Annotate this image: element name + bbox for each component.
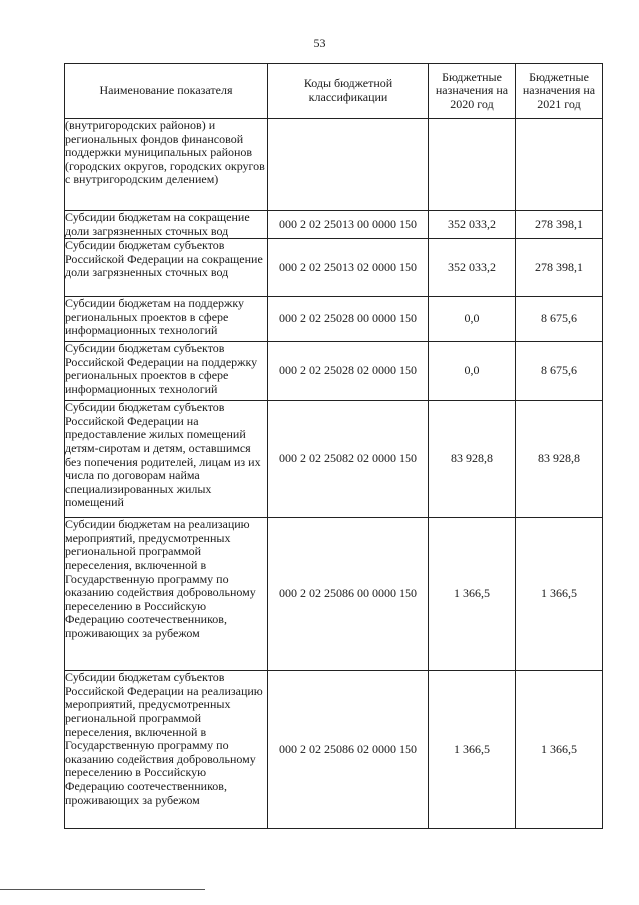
row-value-2020: 1 366,5 xyxy=(429,518,516,671)
page-number: 53 xyxy=(313,36,326,50)
row-value-2021: 278 398,1 xyxy=(516,239,603,297)
table-row xyxy=(65,297,603,342)
table-row xyxy=(65,239,603,297)
table-row xyxy=(65,671,603,829)
header-name: Наименование показателя xyxy=(65,64,268,119)
header-2021: Бюджетные назначения на 2021 год xyxy=(516,64,603,119)
row-value-2021: 278 398,1 xyxy=(516,211,603,239)
row-value-2020: 352 033,2 xyxy=(429,239,516,297)
table-row xyxy=(65,401,603,518)
row-code: 000 2 02 25086 02 0000 150 xyxy=(268,671,429,829)
row-name: Субсидии бюджетам субъектов Российской Федерации на поддержку региональных проектов в сфере информационных технологий xyxy=(65,342,268,401)
row-code xyxy=(268,119,429,211)
row-code: 000 2 02 25013 02 0000 150 xyxy=(268,239,429,297)
budget-table xyxy=(64,63,603,829)
row-value-2020: 0,0 xyxy=(429,342,516,401)
row-name: (внутригородских районов) и региональных фондов финансовой поддержки муниципальных районов (городских округов, городских округов с внутригородским делением) xyxy=(65,119,268,211)
table-row xyxy=(65,518,603,671)
row-value-2020: 352 033,2 xyxy=(429,211,516,239)
table-row xyxy=(65,119,603,211)
row-code: 000 2 02 25028 02 0000 150 xyxy=(268,342,429,401)
row-value-2020: 0,0 xyxy=(429,297,516,342)
row-value-2021: 8 675,6 xyxy=(516,342,603,401)
row-name: Субсидии бюджетам на сокращение доли загрязненных сточных вод xyxy=(65,211,268,239)
row-code: 000 2 02 25086 00 0000 150 xyxy=(268,518,429,671)
row-name: Субсидии бюджетам субъектов Российской Федерации на сокращение доли загрязненных сточных вод xyxy=(65,239,268,297)
header-2020: Бюджетные назначения на 2020 год xyxy=(429,64,516,119)
row-value-2020: 83 928,8 xyxy=(429,401,516,518)
row-name: Субсидии бюджетам на реализацию мероприятий, предусмотренных региональной программой переселения, включенной в Государственную программу по оказанию содействия добровольному переселению в Российскую Федерацию соотечественников, проживающих за рубежом xyxy=(65,518,268,671)
scan-divider-line xyxy=(0,889,205,890)
row-name: Субсидии бюджетам субъектов Российской Федерации на предоставление жилых помещений детям-сиротам и детям, оставшимся без попечения родителей, лицам из их числа по договорам найма специализированных жилых помещений xyxy=(65,401,268,518)
header-code: Коды бюджетной классификации xyxy=(268,64,429,119)
row-value-2021: 1 366,5 xyxy=(516,671,603,829)
row-name: Субсидии бюджетам субъектов Российской Федерации на реализацию мероприятий, предусмотренных региональной программой переселения, включенной в Государственную программу по оказанию содействия добровольному переселению в Российскую Федерацию соотечественников, проживающих за рубежом xyxy=(65,671,268,829)
table-row xyxy=(65,342,603,401)
row-value-2021: 8 675,6 xyxy=(516,297,603,342)
row-value-2020: 1 366,5 xyxy=(429,671,516,829)
row-value-2021: 1 366,5 xyxy=(516,518,603,671)
row-code: 000 2 02 25013 00 0000 150 xyxy=(268,211,429,239)
table-header-row xyxy=(65,64,603,119)
row-value-2021: 83 928,8 xyxy=(516,401,603,518)
row-value-2021 xyxy=(516,119,603,211)
row-name: Субсидии бюджетам на поддержку региональных проектов в сфере информационных технологий xyxy=(65,297,268,342)
row-code: 000 2 02 25082 02 0000 150 xyxy=(268,401,429,518)
row-code: 000 2 02 25028 00 0000 150 xyxy=(268,297,429,342)
table-row xyxy=(65,211,603,239)
row-value-2020 xyxy=(429,119,516,211)
